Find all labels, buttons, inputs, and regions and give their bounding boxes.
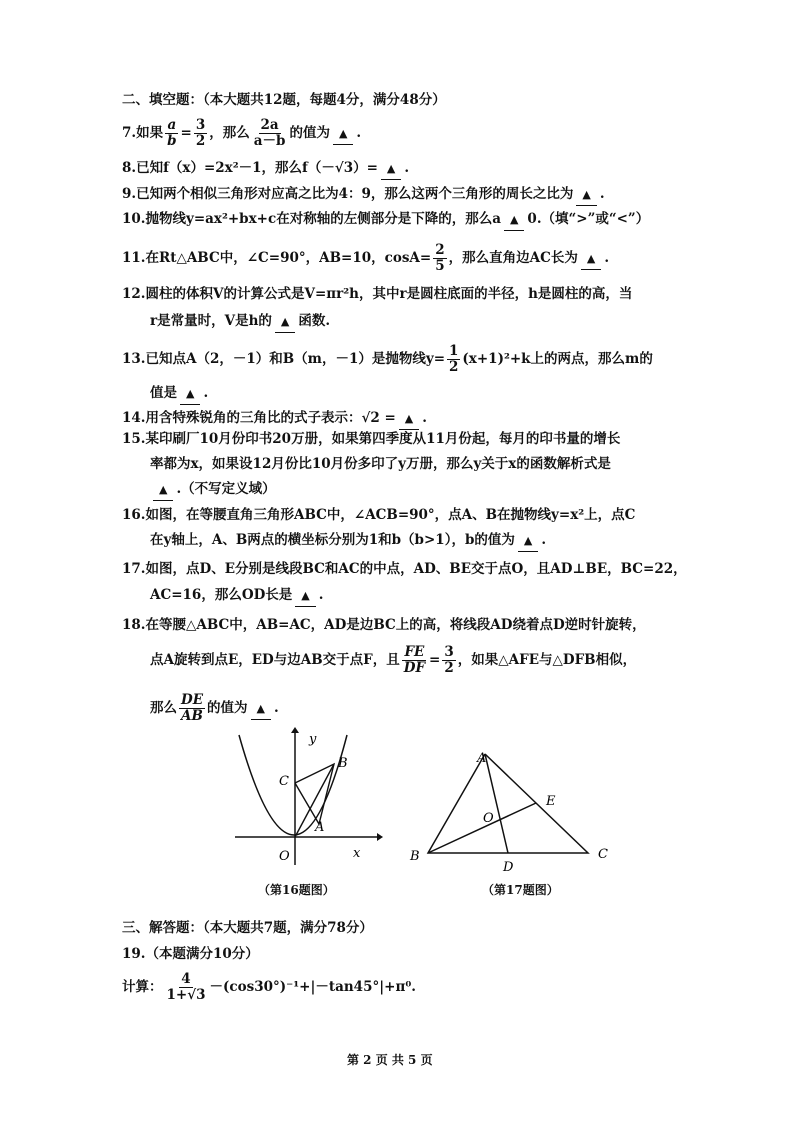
question-11: 11.在Rt△ABC中，∠C=90°，AB=10，cosA= $\frac{2}{5}$ ，那么直角边AC长为 ▲ . — [122, 242, 610, 274]
label-x: x — [353, 846, 361, 861]
label-o: O — [279, 849, 290, 864]
triangle-abc-17 — [428, 754, 588, 853]
page-footer: 第 2 页 共 5 页 — [347, 1053, 433, 1067]
question-12-line1: 12.圆柱的体积V的计算公式是V=πr²h，其中r是圆柱底面的半径，h是圆柱的高，当 — [122, 286, 633, 302]
figure-17-caption: （第17题图） — [482, 883, 559, 897]
question-19-expression: 计算： $\frac{4}{1+√3}$ －(cos30°)⁻¹+|－tan45°|+π⁰. — [122, 971, 416, 1003]
figure-17 — [400, 740, 620, 875]
label-a17: A — [477, 751, 487, 766]
section2-title: 二、填空题：（本大题共12题，每题4分，满分48分） — [122, 92, 446, 108]
label-b17: B — [410, 849, 420, 864]
answer-blank: ▲ — [576, 185, 596, 206]
question-7: 7.如果 $\frac{a}{b}$ = $\frac{3}{2}$ ，那么 $\frac{2a}{a-b}$ 的值为 ▲ . — [122, 117, 362, 149]
question-15-line2: 率都为x，如果设12月份比10月份多印了y万册，那么y关于x的函数解析式是 — [150, 456, 611, 472]
answer-blank: ▲ — [518, 531, 538, 552]
label-c: C — [279, 774, 289, 789]
label-e17: E — [546, 794, 556, 809]
parabola-curve — [239, 735, 347, 835]
question-14: 14.用含特殊锐角的三角比的式子表示：√2 = ▲ . — [122, 408, 427, 430]
answer-blank: ▲ — [295, 586, 315, 607]
question-8: 8.已知f（x）=2x²－1，那么f（－√3）= ▲ . — [122, 158, 409, 180]
question-13-line2: 值是 ▲ . — [150, 383, 208, 405]
question-16-line1: 16.如图，在等腰直角三角形ABC中，∠ACB=90°，点A、B在抛物线y=x²上，点C — [122, 507, 636, 523]
section3-title: 三、解答题：（本大题共7题，满分78分） — [122, 920, 373, 936]
label-c17: C — [598, 847, 608, 862]
question-15-line1: 15.某印刷厂10月份印书20万册，如果第四季度从11月份起，每月的印书量的增长 — [122, 431, 621, 447]
answer-blank: ▲ — [251, 699, 271, 720]
segment-ad — [485, 754, 508, 853]
question-17-line2: AC=16，那么OD长是 ▲ . — [150, 585, 323, 607]
question-17-line1: 17.如图，点D、E分别是线段BC和AC的中点，AD、BE交于点O，且AD⊥BE，BC=22， — [122, 561, 687, 577]
answer-blank: ▲ — [275, 312, 295, 333]
answer-blank: ▲ — [180, 384, 200, 405]
label-b: B — [338, 756, 348, 771]
figure-16 — [225, 725, 385, 870]
answer-blank: ▲ — [333, 124, 353, 145]
answer-blank: ▲ — [153, 480, 173, 501]
question-10: 10.抛物线y=ax²+bx+c在对称轴的左侧部分是下降的，那么a ▲ 0.（填“>”或“<”） — [122, 209, 649, 231]
question-18-line3: 那么 $\frac{DE}{AB}$ 的值为 ▲ . — [150, 692, 279, 724]
figure-16-caption: （第16题图） — [258, 883, 335, 897]
question-19-head: 19.（本题满分10分） — [122, 946, 259, 962]
question-16-line2: 在y轴上，A、B两点的横坐标分别为1和b（b>1），b的值为 ▲ . — [150, 530, 546, 552]
answer-blank: ▲ — [581, 249, 601, 270]
y-axis-arrow — [291, 727, 299, 733]
question-15-line3: ▲ .（不写定义域） — [150, 479, 276, 501]
question-18-line1: 18.在等腰△ABC中，AB=AC，AD是边BC上的高，将线段AD绕着点D逆时针旋转， — [122, 617, 646, 633]
question-18-line2: 点A旋转到点E，ED与边AB交于点F，且 $\frac{FE}{DF}$ = $\frac{3}{2}$ ，如果△AFE与△DFB相似， — [150, 644, 637, 676]
segment-be — [428, 803, 536, 853]
x-axis-arrow — [377, 833, 383, 841]
label-o17: O — [483, 811, 494, 826]
answer-blank: ▲ — [381, 159, 401, 180]
answer-blank: ▲ — [399, 409, 419, 430]
label-d17: D — [503, 860, 514, 875]
question-9: 9.已知两个相似三角形对应高之比为4：9，那么这两个三角形的周长之比为 ▲ . — [122, 184, 605, 206]
answer-blank: ▲ — [504, 210, 524, 231]
label-y: y — [309, 732, 317, 747]
question-13-line1: 13.已知点A（2，－1）和B（m，－1）是抛物线y= $\frac{1}{2}$ (x+1)²+k上的两点，那么m的 — [122, 343, 653, 375]
label-a: A — [315, 820, 325, 835]
question-12-line2: r是常量时，V是h的 ▲ 函数. — [150, 311, 330, 333]
